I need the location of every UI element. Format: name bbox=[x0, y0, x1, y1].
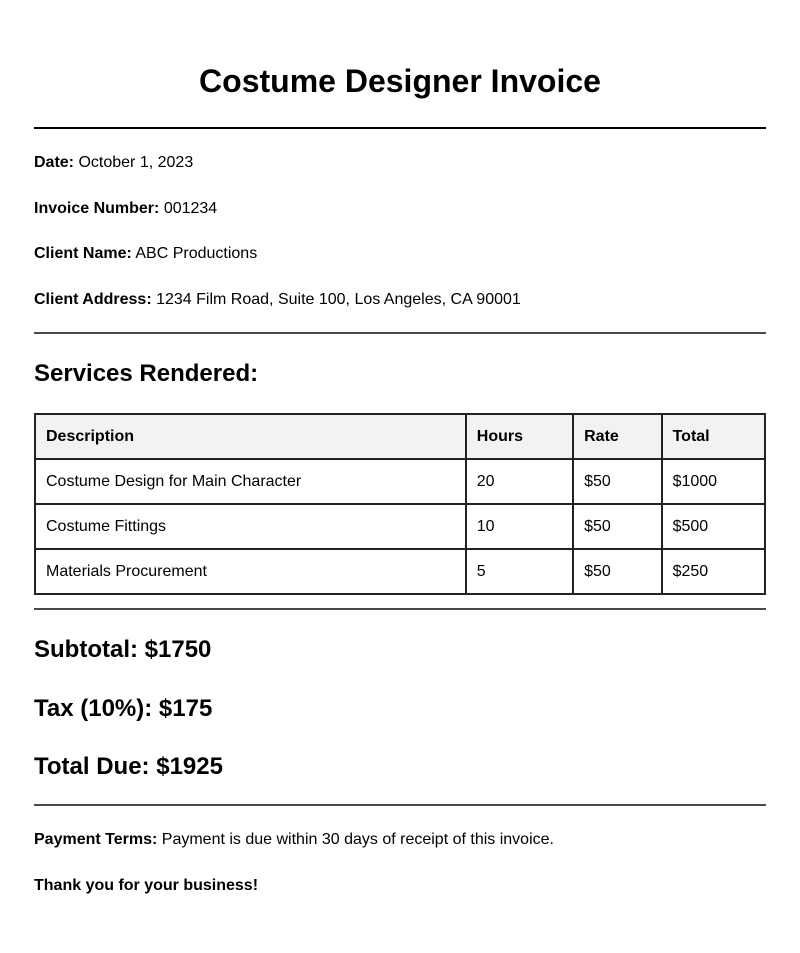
table-row bbox=[35, 549, 765, 594]
services-heading: Services Rendered: bbox=[34, 360, 259, 387]
cell-total: $500 bbox=[662, 504, 765, 549]
cell-total: $1000 bbox=[662, 459, 765, 504]
thank-you-note: Thank you for your business! bbox=[34, 877, 259, 894]
table-header-row bbox=[35, 414, 765, 459]
column-header-total: Total bbox=[662, 414, 765, 459]
cell-rate: $50 bbox=[573, 549, 661, 594]
date-value: October 1, 2023 bbox=[78, 154, 194, 171]
cell-description: Costume Fittings bbox=[35, 504, 466, 549]
client-address-value: 1234 Film Road, Suite 100, Los Angeles, CA 90001 bbox=[156, 291, 521, 308]
cell-hours: 5 bbox=[466, 549, 573, 594]
table-divider bbox=[34, 608, 766, 610]
payment-terms-value: Payment is due within 30 days of receipt of this invoice. bbox=[161, 831, 554, 848]
tax: Tax (10%): $175 bbox=[34, 695, 213, 722]
client-address-label: Client Address: bbox=[34, 291, 152, 308]
invoice-number-label: Invoice Number: bbox=[34, 200, 160, 217]
info-divider bbox=[34, 332, 766, 334]
client-name-value: ABC Productions bbox=[135, 245, 258, 262]
column-header-hours: Hours bbox=[466, 414, 573, 459]
services-table bbox=[34, 413, 766, 595]
cell-hours: 20 bbox=[466, 459, 573, 504]
payment-terms bbox=[34, 830, 554, 850]
summary-divider bbox=[34, 804, 766, 806]
cell-total: $250 bbox=[662, 549, 765, 594]
payment-terms-label: Payment Terms: bbox=[34, 831, 158, 848]
invoice-number-line bbox=[34, 199, 217, 219]
cell-hours: 10 bbox=[466, 504, 573, 549]
invoice-number-value: 001234 bbox=[163, 200, 218, 217]
total-due: Total Due: $1925 bbox=[34, 753, 223, 780]
cell-description: Costume Design for Main Character bbox=[35, 459, 466, 504]
cell-rate: $50 bbox=[573, 504, 661, 549]
client-name-label: Client Name: bbox=[34, 245, 132, 262]
table-row bbox=[35, 459, 765, 504]
column-header-rate: Rate bbox=[573, 414, 661, 459]
column-header-description: Description bbox=[35, 414, 466, 459]
date-line bbox=[34, 153, 193, 173]
cell-rate: $50 bbox=[573, 459, 661, 504]
client-address-line bbox=[34, 290, 521, 310]
subtotal: Subtotal: $1750 bbox=[34, 636, 212, 663]
table-row bbox=[35, 504, 765, 549]
invoice-title: Costume Designer Invoice bbox=[199, 63, 601, 99]
date-label: Date: bbox=[34, 154, 75, 171]
client-name-line bbox=[34, 244, 257, 264]
cell-description: Materials Procurement bbox=[35, 549, 466, 594]
title-divider bbox=[34, 127, 766, 129]
